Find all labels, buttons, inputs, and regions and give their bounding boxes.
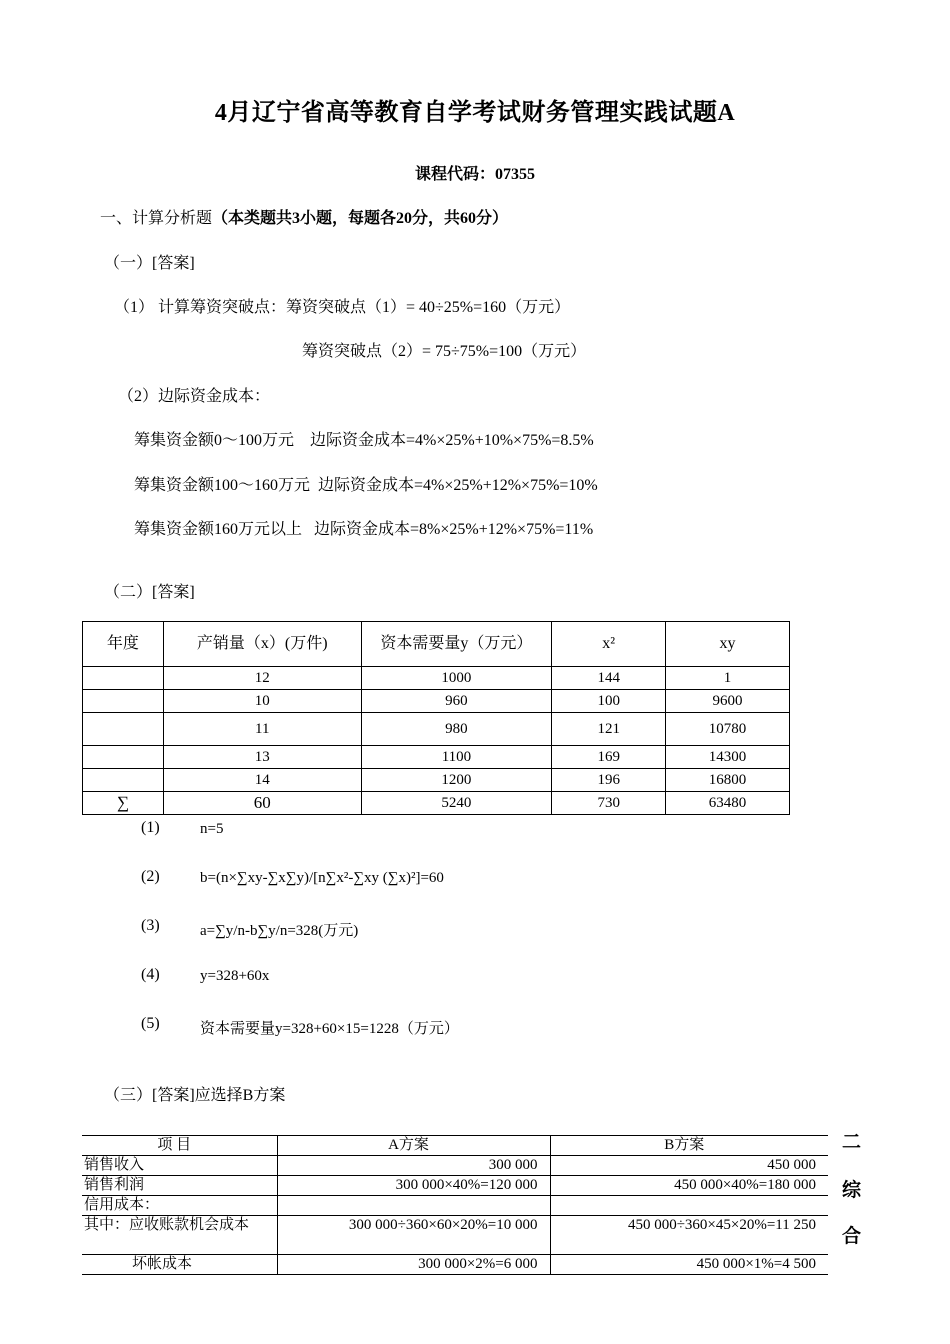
table-cell: 450 000 bbox=[550, 1156, 828, 1176]
table-cell bbox=[83, 667, 164, 690]
table-cell: 450 000×40%=180 000 bbox=[550, 1176, 828, 1196]
table-row bbox=[82, 1216, 828, 1255]
table-cell: 960 bbox=[361, 690, 552, 713]
table-cell bbox=[550, 1196, 828, 1216]
table-cell: 196 bbox=[552, 769, 666, 792]
side-heading-char: 合 bbox=[842, 1226, 862, 1247]
table-cell: 1 bbox=[666, 667, 790, 690]
q3-label: （三）[答案]应选择B方案 bbox=[104, 1087, 286, 1104]
section-heading-note: （本类题共3小题，每题各20分，共60分） bbox=[212, 210, 509, 227]
table-cell: 1000 bbox=[361, 667, 552, 690]
q2-label: （二）[答案] bbox=[104, 584, 195, 601]
step-text: y=328+60x bbox=[200, 968, 270, 984]
q1-line: 筹集资金额160万元以上 边际资金成本=8%×25%+12%×75%=11% bbox=[134, 521, 594, 538]
step-text: 资本需要量y=328+60×15=1228（万元） bbox=[200, 1021, 459, 1037]
table-cell: 144 bbox=[552, 667, 666, 690]
table-cell bbox=[83, 713, 164, 746]
table-cell: 14 bbox=[163, 769, 361, 792]
table-cell: 5240 bbox=[361, 792, 552, 815]
table-cell: 169 bbox=[552, 746, 666, 769]
step-number: (4) bbox=[141, 966, 160, 983]
q1-line: （2）边际资金成本： bbox=[118, 388, 271, 405]
table-row bbox=[82, 1255, 828, 1275]
table-cell: 300 000×40%=120 000 bbox=[277, 1176, 550, 1196]
table-header-cell: 年度 bbox=[83, 622, 164, 667]
step-text: a=∑y/n-b∑y/n=328(万元) bbox=[200, 923, 359, 939]
table-cell: 450 000×1%=4 500 bbox=[550, 1255, 828, 1275]
step-number: (5) bbox=[141, 1015, 160, 1032]
step-text: n=5 bbox=[200, 821, 224, 837]
table-cell: 信用成本： bbox=[82, 1196, 277, 1216]
table-cell: 1200 bbox=[361, 769, 552, 792]
table-cell bbox=[83, 746, 164, 769]
step-number: (1) bbox=[141, 819, 160, 836]
side-heading-char: 二 bbox=[842, 1132, 862, 1153]
q1-line: 筹资突破点（2）= 75÷75%=100（万元） bbox=[302, 343, 587, 360]
table-cell: 其中：应收账款机会成本 bbox=[82, 1216, 277, 1255]
q1-line: （1） 计算筹资突破点：筹资突破点（1）= 40÷25%=160（万元） bbox=[114, 299, 571, 316]
step-number: (2) bbox=[141, 868, 160, 885]
table-cell bbox=[83, 690, 164, 713]
course-code: 课程代码：07355 bbox=[414, 166, 535, 183]
table-cell: 730 bbox=[552, 792, 666, 815]
table-header-cell: B方案 bbox=[550, 1136, 828, 1156]
table-header-row bbox=[83, 622, 790, 667]
table-row bbox=[82, 1156, 828, 1176]
table-cell: 63480 bbox=[666, 792, 790, 815]
table-cell: 10 bbox=[163, 690, 361, 713]
table-cell: 销售利润 bbox=[82, 1176, 277, 1196]
table-cell: 16800 bbox=[666, 769, 790, 792]
table-cell: 60 bbox=[163, 792, 361, 815]
table-header-cell: 产销量（x）(万件) bbox=[163, 622, 361, 667]
regression-table bbox=[82, 621, 790, 815]
table-cell: 11 bbox=[163, 713, 361, 746]
table-cell: 450 000÷360×45×20%=11 250 bbox=[550, 1216, 828, 1255]
table-cell: 1100 bbox=[361, 746, 552, 769]
q1-label: （一）[答案] bbox=[104, 255, 195, 272]
table-cell: 100 bbox=[552, 690, 666, 713]
page-title: 4月辽宁省高等教育自学考试财务管理实践试题A bbox=[214, 100, 736, 126]
table-header-cell: 资本需要量y（万元） bbox=[361, 622, 552, 667]
section-heading-prefix: 一、计算分析题 bbox=[100, 210, 213, 227]
table-total-row bbox=[83, 792, 790, 815]
table-cell: 121 bbox=[552, 713, 666, 746]
table-cell bbox=[277, 1196, 550, 1216]
table-header-cell: xy bbox=[666, 622, 790, 667]
table-header-cell: 项 目 bbox=[82, 1136, 277, 1156]
table-cell: 9600 bbox=[666, 690, 790, 713]
q1-line: 筹集资金额100～160万元 边际资金成本=4%×25%+12%×75%=10% bbox=[134, 477, 598, 494]
table-cell: 300 000×2%=6 000 bbox=[277, 1255, 550, 1275]
table-cell: 坏帐成本 bbox=[82, 1255, 277, 1275]
table-row bbox=[83, 667, 790, 690]
table-header-cell: A方案 bbox=[277, 1136, 550, 1156]
side-heading-char: 综 bbox=[842, 1180, 862, 1201]
section-heading bbox=[100, 205, 508, 228]
table-cell: 12 bbox=[163, 667, 361, 690]
sum-symbol: ∑ bbox=[83, 792, 164, 815]
table-cell: 980 bbox=[361, 713, 552, 746]
table-row bbox=[83, 769, 790, 792]
step-number: (3) bbox=[141, 917, 160, 934]
table-row bbox=[83, 713, 790, 746]
table-header-cell: x² bbox=[552, 622, 666, 667]
table-cell: 10780 bbox=[666, 713, 790, 746]
q1-line: 筹集资金额0～100万元 边际资金成本=4%×25%+10%×75%=8.5% bbox=[134, 432, 594, 449]
step-text: b=(n×∑xy-∑x∑y)/[n∑x²-∑xy (∑x)²]=60 bbox=[200, 870, 444, 886]
table-cell: 13 bbox=[163, 746, 361, 769]
table-row bbox=[82, 1176, 828, 1196]
table-cell: 销售收入 bbox=[82, 1156, 277, 1176]
table-cell: 14300 bbox=[666, 746, 790, 769]
table-row bbox=[83, 746, 790, 769]
table-cell: 300 000 bbox=[277, 1156, 550, 1176]
table-header-row bbox=[82, 1136, 828, 1156]
plan-comparison-table bbox=[82, 1135, 828, 1275]
table-row bbox=[82, 1196, 828, 1216]
table-row bbox=[83, 690, 790, 713]
table-cell bbox=[83, 769, 164, 792]
table-cell: 300 000÷360×60×20%=10 000 bbox=[277, 1216, 550, 1255]
